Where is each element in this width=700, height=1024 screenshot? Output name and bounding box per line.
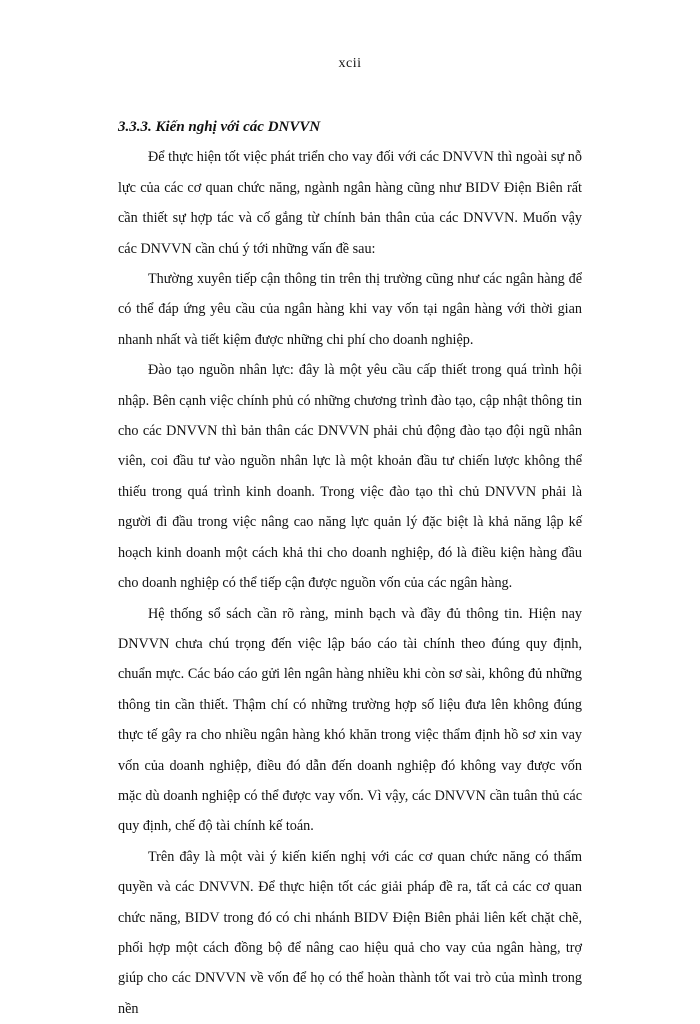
- paragraph-conclusion: Trên đây là một vài ý kiến kiến nghị với các cơ quan chức năng có thẩm quyền và các DNVVN. Để thực hiện tốt các giải pháp đề ra, tất cả các cơ quan chức năng, BIDV trong đó có chi nhánh BIDV Điện Biên phải liên kết chặt chẽ, phối hợp một cách đồng bộ để nâng cao hiệu quả cho vay của ngân hàng, trợ giúp cho các DNVVN về vốn để họ có thể hoàn thành tốt vai trò của mình trong nền: [118, 848, 582, 1017]
- section-heading: 3.3.3. Kiến nghị với các DNVVN: [118, 119, 321, 135]
- paragraph-accounting-records: Hệ thống sổ sách cần rõ ràng, minh bạch và đầy đủ thông tin. Hiện nay DNVVN chưa chú trọng đến việc lập báo cáo tài chính theo đúng quy định, chuẩn mực. Các báo cáo gửi lên ngân hàng nhiều khi còn sơ sài, không đủ những thông tin cần thiết. Thậm chí có những trường hợp số liệu đưa lên không đúng thực tế gây ra cho nhiều ngân hàng khó khăn trong việc thẩm định hồ sơ xin vay vốn của doanh nghiệp, điều đó dẫn đến doanh nghiệp đó không vay được vốn mặc dù doanh nghiệp có thể được vay vốn. Vì vậy, các DNVVN cần tuân thủ các quy định, chế độ tài chính kế toán.: [118, 605, 582, 835]
- document-body: [118, 112, 582, 1024]
- page-number: xcii: [338, 56, 362, 71]
- paragraph-intro: Để thực hiện tốt việc phát triển cho vay đối với các DNVVN thì ngoài sự nỗ lực của các cơ quan chức năng, ngành ngân hàng cũng như BIDV Điện Biên rất cần thiết sự hợp tác và cố gắng từ chính bản thân của các DNVVN. Muốn vậy các DNVVN cần chú ý tới những vấn đề sau:: [118, 149, 582, 257]
- paragraph-human-resources: Đào tạo nguồn nhân lực: đây là một yêu cầu cấp thiết trong quá trình hội nhập. Bên cạnh việc chính phủ có những chương trình đào tạo, cập nhật thông tin cho các DNVVN thì bản thân các DNVVN phải chủ động đào tạo đội ngũ nhân viên, coi đầu tư vào nguồn nhân lực là một khoản đầu tư chiến lược không thể thiếu trong quá trình kinh doanh. Trong việc đào tạo thì chủ DNVVN phải là người đi đầu trong việc nâng cao năng lực quản lý đặc biệt là khả năng lập kế hoạch kinh doanh một cách khả thi cho doanh nghiệp, đó là điều kiện hàng đầu cho doanh nghiệp có thể tiếp cận được nguồn vốn của các ngân hàng.: [118, 362, 582, 592]
- paragraph-market-information: Thường xuyên tiếp cận thông tin trên thị trường cũng như các ngân hàng để có thể đáp ứng yêu cầu của ngân hàng khi vay vốn tại ngân hàng với thời gian nhanh nhất và tiết kiệm được những chi phí cho doanh nghiệp.: [118, 271, 582, 348]
